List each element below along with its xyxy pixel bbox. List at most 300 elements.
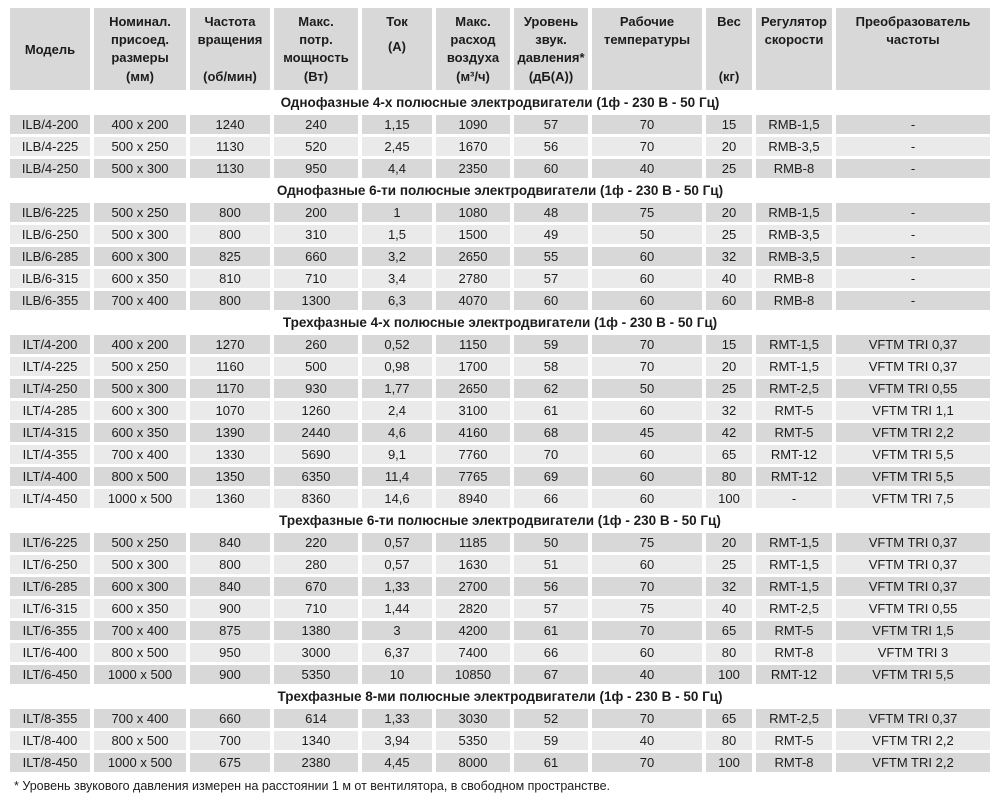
section-title: Однофазные 6-ти полюсные электродвигатели (1ф - 230 В - 50 Гц) (10, 181, 990, 200)
section-title: Однофазные 4-х полюсные электродвигатели (1ф - 230 В - 50 Гц) (10, 93, 990, 112)
cell-converter: - (836, 203, 990, 222)
table-row (10, 203, 990, 222)
cell-weight: 25 (706, 225, 752, 244)
header-label-line: потр. (299, 32, 333, 47)
cell-airflow: 1090 (436, 115, 510, 134)
table-row (10, 731, 990, 750)
column-header-current (362, 8, 432, 90)
cell-noise: 61 (514, 753, 588, 772)
cell-weight: 100 (706, 489, 752, 508)
column-header-weight (706, 8, 752, 90)
table-row (10, 401, 990, 420)
header-label-line: Частота (204, 14, 256, 29)
section-title: Трехфазные 8-ми полюсные электродвигатели (1ф - 230 В - 50 Гц) (10, 687, 990, 706)
header-label-line: давления* (517, 50, 585, 65)
cell-current: 3,4 (362, 269, 432, 288)
cell-temp: 70 (592, 709, 702, 728)
cell-converter: VFTM TRI 7,5 (836, 489, 990, 508)
cell-weight: 15 (706, 115, 752, 134)
cell-converter: - (836, 291, 990, 310)
cell-converter: VFTM TRI 3 (836, 643, 990, 662)
cell-airflow: 4200 (436, 621, 510, 640)
cell-model: ILT/8-355 (10, 709, 90, 728)
cell-current: 1,33 (362, 709, 432, 728)
cell-noise: 67 (514, 665, 588, 684)
cell-converter: VFTM TRI 0,37 (836, 709, 990, 728)
column-header-temp (592, 8, 702, 90)
cell-noise: 50 (514, 533, 588, 552)
section-title-row (10, 181, 990, 200)
header-unit: (м³/ч) (456, 69, 490, 84)
cell-temp: 70 (592, 577, 702, 596)
table-row (10, 599, 990, 618)
cell-dimensions: 600 x 350 (94, 599, 186, 618)
cell-regulator: RMT-12 (756, 467, 832, 486)
column-header-noise (514, 8, 588, 90)
header-unit: (дБ(А)) (528, 69, 574, 84)
cell-model: ILB/6-250 (10, 225, 90, 244)
table-row (10, 467, 990, 486)
cell-dimensions: 800 x 500 (94, 731, 186, 750)
cell-temp: 70 (592, 137, 702, 156)
cell-power: 6350 (274, 467, 358, 486)
table-row (10, 445, 990, 464)
cell-noise: 59 (514, 731, 588, 750)
cell-current: 3,94 (362, 731, 432, 750)
cell-regulator: RMT-5 (756, 731, 832, 750)
cell-weight: 65 (706, 621, 752, 640)
cell-current: 0,57 (362, 555, 432, 574)
cell-temp: 60 (592, 467, 702, 486)
cell-temp: 60 (592, 269, 702, 288)
cell-weight: 65 (706, 445, 752, 464)
cell-regulator: RMB-8 (756, 291, 832, 310)
cell-power: 1380 (274, 621, 358, 640)
cell-power: 660 (274, 247, 358, 266)
cell-model: ILT/4-285 (10, 401, 90, 420)
cell-airflow: 2350 (436, 159, 510, 178)
column-header-converter (836, 8, 990, 90)
cell-temp: 60 (592, 489, 702, 508)
cell-current: 4,6 (362, 423, 432, 442)
table-row (10, 159, 990, 178)
cell-noise: 59 (514, 335, 588, 354)
cell-temp: 40 (592, 731, 702, 750)
cell-dimensions: 600 x 350 (94, 269, 186, 288)
section-title-row (10, 313, 990, 332)
cell-current: 0,98 (362, 357, 432, 376)
header-label-line: вращения (197, 32, 263, 47)
column-header-power (274, 8, 358, 90)
cell-airflow: 5350 (436, 731, 510, 750)
cell-rpm: 1330 (190, 445, 270, 464)
cell-dimensions: 600 x 300 (94, 577, 186, 596)
cell-current: 9,1 (362, 445, 432, 464)
cell-dimensions: 500 x 250 (94, 137, 186, 156)
cell-current: 1,5 (362, 225, 432, 244)
cell-model: ILT/4-450 (10, 489, 90, 508)
cell-noise: 51 (514, 555, 588, 574)
cell-regulator: RMT-12 (756, 445, 832, 464)
table-row (10, 269, 990, 288)
cell-regulator: RMB-3,5 (756, 137, 832, 156)
table-row (10, 335, 990, 354)
cell-model: ILT/4-200 (10, 335, 90, 354)
cell-converter: VFTM TRI 0,55 (836, 379, 990, 398)
cell-temp: 75 (592, 203, 702, 222)
cell-current: 1,44 (362, 599, 432, 618)
section-title-row (10, 511, 990, 530)
cell-dimensions: 700 x 400 (94, 291, 186, 310)
cell-model: ILB/4-225 (10, 137, 90, 156)
column-header-airflow (436, 8, 510, 90)
cell-model: ILT/6-355 (10, 621, 90, 640)
cell-temp: 45 (592, 423, 702, 442)
cell-weight: 32 (706, 577, 752, 596)
header-label-line: Рабочие (619, 14, 675, 29)
cell-regulator: RMB-8 (756, 159, 832, 178)
cell-dimensions: 500 x 250 (94, 357, 186, 376)
cell-rpm: 800 (190, 225, 270, 244)
cell-dimensions: 1000 x 500 (94, 753, 186, 772)
cell-weight: 20 (706, 533, 752, 552)
cell-rpm: 700 (190, 731, 270, 750)
header-unit: (А) (387, 39, 407, 54)
cell-model: ILT/6-450 (10, 665, 90, 684)
cell-noise: 57 (514, 115, 588, 134)
cell-current: 1,15 (362, 115, 432, 134)
table-row (10, 225, 990, 244)
cell-dimensions: 800 x 500 (94, 467, 186, 486)
cell-converter: VFTM TRI 0,55 (836, 599, 990, 618)
footnote: * Уровень звукового давления измерен на расстоянии 1 м от вентилятора, в свободном пространстве. (14, 779, 611, 793)
cell-rpm: 1390 (190, 423, 270, 442)
header-label-line: Ток (386, 14, 408, 29)
cell-dimensions: 600 x 300 (94, 247, 186, 266)
cell-current: 1,33 (362, 577, 432, 596)
cell-converter: - (836, 269, 990, 288)
header-label-line: воздуха (446, 50, 500, 65)
cell-converter: - (836, 115, 990, 134)
cell-weight: 25 (706, 555, 752, 574)
cell-airflow: 1670 (436, 137, 510, 156)
cell-weight: 65 (706, 709, 752, 728)
cell-noise: 66 (514, 643, 588, 662)
cell-rpm: 1070 (190, 401, 270, 420)
section-title: Трехфазные 6-ти полюсные электродвигатели (1ф - 230 В - 50 Гц) (10, 511, 990, 530)
cell-airflow: 7400 (436, 643, 510, 662)
table-row (10, 621, 990, 640)
cell-rpm: 950 (190, 643, 270, 662)
cell-power: 710 (274, 599, 358, 618)
cell-rpm: 1360 (190, 489, 270, 508)
cell-power: 2380 (274, 753, 358, 772)
cell-airflow: 1630 (436, 555, 510, 574)
cell-converter: VFTM TRI 5,5 (836, 445, 990, 464)
header-unit: (Вт) (303, 69, 329, 84)
cell-current: 3 (362, 621, 432, 640)
cell-converter: VFTM TRI 0,37 (836, 555, 990, 574)
cell-regulator: RMT-1,5 (756, 555, 832, 574)
column-header-rpm (190, 8, 270, 90)
cell-rpm: 1170 (190, 379, 270, 398)
header-unit: (об/мин) (203, 69, 257, 84)
cell-rpm: 660 (190, 709, 270, 728)
cell-model: ILB/6-315 (10, 269, 90, 288)
cell-temp: 70 (592, 753, 702, 772)
cell-weight: 25 (706, 159, 752, 178)
cell-noise: 68 (514, 423, 588, 442)
cell-regulator: RMB-1,5 (756, 115, 832, 134)
cell-airflow: 1700 (436, 357, 510, 376)
section-title: Трехфазные 4-х полюсные электродвигатели (1ф - 230 В - 50 Гц) (10, 313, 990, 332)
cell-power: 5350 (274, 665, 358, 684)
table-row (10, 379, 990, 398)
table-row (10, 577, 990, 596)
cell-model: ILB/4-250 (10, 159, 90, 178)
cell-weight: 32 (706, 401, 752, 420)
cell-regulator: RMT-1,5 (756, 533, 832, 552)
header-label-line: скорости (764, 32, 824, 47)
cell-power: 2440 (274, 423, 358, 442)
cell-model: ILT/6-285 (10, 577, 90, 596)
column-header-dimensions (94, 8, 186, 90)
cell-airflow: 1500 (436, 225, 510, 244)
cell-airflow: 4160 (436, 423, 510, 442)
cell-current: 3,2 (362, 247, 432, 266)
cell-converter: VFTM TRI 0,37 (836, 335, 990, 354)
cell-model: ILT/4-400 (10, 467, 90, 486)
cell-model: ILT/4-315 (10, 423, 90, 442)
cell-airflow: 7760 (436, 445, 510, 464)
cell-model: ILT/6-250 (10, 555, 90, 574)
cell-regulator: RMT-5 (756, 621, 832, 640)
cell-airflow: 2650 (436, 379, 510, 398)
table-row (10, 137, 990, 156)
column-header-regulator (756, 8, 832, 90)
cell-power: 614 (274, 709, 358, 728)
table-row (10, 247, 990, 266)
cell-weight: 20 (706, 357, 752, 376)
cell-converter: - (836, 225, 990, 244)
cell-rpm: 900 (190, 665, 270, 684)
header-label-line: Уровень (523, 14, 579, 29)
cell-power: 260 (274, 335, 358, 354)
cell-dimensions: 1000 x 500 (94, 489, 186, 508)
cell-rpm: 800 (190, 203, 270, 222)
header-label-line: мощность (283, 50, 349, 65)
cell-weight: 80 (706, 467, 752, 486)
cell-power: 1260 (274, 401, 358, 420)
cell-dimensions: 600 x 300 (94, 401, 186, 420)
cell-airflow: 7765 (436, 467, 510, 486)
cell-weight: 100 (706, 665, 752, 684)
cell-dimensions: 500 x 300 (94, 379, 186, 398)
cell-temp: 70 (592, 357, 702, 376)
cell-converter: VFTM TRI 0,37 (836, 577, 990, 596)
cell-rpm: 1130 (190, 159, 270, 178)
header-unit: (кг) (718, 69, 740, 84)
spec-table (6, 5, 994, 775)
cell-converter: VFTM TRI 5,5 (836, 665, 990, 684)
cell-dimensions: 500 x 300 (94, 555, 186, 574)
cell-noise: 56 (514, 137, 588, 156)
cell-power: 1300 (274, 291, 358, 310)
cell-weight: 42 (706, 423, 752, 442)
cell-current: 10 (362, 665, 432, 684)
cell-noise: 60 (514, 291, 588, 310)
cell-converter: VFTM TRI 5,5 (836, 467, 990, 486)
cell-dimensions: 500 x 300 (94, 225, 186, 244)
cell-power: 8360 (274, 489, 358, 508)
cell-dimensions: 400 x 200 (94, 115, 186, 134)
cell-current: 2,45 (362, 137, 432, 156)
cell-regulator: RMB-8 (756, 269, 832, 288)
table-row (10, 709, 990, 728)
cell-converter: - (836, 137, 990, 156)
cell-dimensions: 700 x 400 (94, 621, 186, 640)
cell-airflow: 8940 (436, 489, 510, 508)
cell-converter: VFTM TRI 0,37 (836, 357, 990, 376)
header-label-line: Модель (24, 41, 76, 57)
cell-rpm: 810 (190, 269, 270, 288)
cell-weight: 80 (706, 643, 752, 662)
header-label-line: частоты (886, 32, 940, 47)
cell-converter: - (836, 159, 990, 178)
cell-noise: 57 (514, 269, 588, 288)
cell-current: 4,4 (362, 159, 432, 178)
cell-regulator: RMT-1,5 (756, 577, 832, 596)
cell-regulator: RMT-2,5 (756, 379, 832, 398)
cell-current: 2,4 (362, 401, 432, 420)
header-label-line: Вес (717, 14, 741, 29)
cell-noise: 61 (514, 401, 588, 420)
cell-regulator: RMT-2,5 (756, 599, 832, 618)
cell-model: ILB/6-225 (10, 203, 90, 222)
cell-temp: 50 (592, 225, 702, 244)
cell-dimensions: 600 x 350 (94, 423, 186, 442)
table-row (10, 423, 990, 442)
cell-model: ILT/4-355 (10, 445, 90, 464)
cell-noise: 52 (514, 709, 588, 728)
cell-model: ILT/6-400 (10, 643, 90, 662)
cell-noise: 57 (514, 599, 588, 618)
cell-regulator: - (756, 489, 832, 508)
cell-converter: VFTM TRI 2,2 (836, 731, 990, 750)
cell-dimensions: 400 x 200 (94, 335, 186, 354)
table-row (10, 533, 990, 552)
header-unit: (мм) (126, 69, 154, 84)
cell-temp: 60 (592, 247, 702, 266)
header-label-line: Регулятор (761, 14, 827, 29)
header-row (10, 8, 990, 90)
cell-weight: 80 (706, 731, 752, 750)
cell-temp: 60 (592, 643, 702, 662)
cell-weight: 40 (706, 599, 752, 618)
cell-power: 670 (274, 577, 358, 596)
cell-rpm: 800 (190, 555, 270, 574)
cell-power: 5690 (274, 445, 358, 464)
cell-model: ILT/8-450 (10, 753, 90, 772)
header-label-line: Преобразователь (855, 14, 971, 29)
cell-rpm: 1240 (190, 115, 270, 134)
header-label-line: Номинал. (109, 14, 171, 29)
cell-model: ILT/6-225 (10, 533, 90, 552)
table-row (10, 115, 990, 134)
cell-airflow: 2650 (436, 247, 510, 266)
cell-rpm: 1130 (190, 137, 270, 156)
cell-power: 710 (274, 269, 358, 288)
cell-converter: VFTM TRI 1,5 (836, 621, 990, 640)
cell-rpm: 1160 (190, 357, 270, 376)
cell-noise: 60 (514, 159, 588, 178)
cell-model: ILB/6-355 (10, 291, 90, 310)
cell-temp: 50 (592, 379, 702, 398)
cell-temp: 60 (592, 555, 702, 574)
table-row (10, 489, 990, 508)
cell-airflow: 2700 (436, 577, 510, 596)
cell-airflow: 8000 (436, 753, 510, 772)
table-row (10, 665, 990, 684)
cell-regulator: RMB-3,5 (756, 247, 832, 266)
cell-rpm: 840 (190, 577, 270, 596)
cell-airflow: 4070 (436, 291, 510, 310)
cell-weight: 20 (706, 203, 752, 222)
cell-current: 6,3 (362, 291, 432, 310)
table-row (10, 643, 990, 662)
cell-current: 6,37 (362, 643, 432, 662)
cell-power: 220 (274, 533, 358, 552)
cell-airflow: 3030 (436, 709, 510, 728)
table-row (10, 357, 990, 376)
cell-airflow: 2820 (436, 599, 510, 618)
cell-model: ILT/6-315 (10, 599, 90, 618)
cell-noise: 58 (514, 357, 588, 376)
table-row (10, 753, 990, 772)
cell-weight: 60 (706, 291, 752, 310)
cell-temp: 60 (592, 401, 702, 420)
column-header-model (10, 8, 90, 90)
cell-rpm: 800 (190, 291, 270, 310)
cell-regulator: RMT-12 (756, 665, 832, 684)
cell-current: 0,57 (362, 533, 432, 552)
cell-model: ILB/4-200 (10, 115, 90, 134)
header-label-line: звук. (535, 32, 567, 47)
cell-converter: VFTM TRI 2,2 (836, 753, 990, 772)
cell-converter: - (836, 247, 990, 266)
cell-regulator: RMT-1,5 (756, 357, 832, 376)
cell-temp: 70 (592, 621, 702, 640)
cell-power: 280 (274, 555, 358, 574)
cell-power: 200 (274, 203, 358, 222)
cell-regulator: RMB-3,5 (756, 225, 832, 244)
cell-current: 0,52 (362, 335, 432, 354)
table-row (10, 291, 990, 310)
cell-dimensions: 500 x 250 (94, 203, 186, 222)
cell-model: ILT/8-400 (10, 731, 90, 750)
cell-weight: 40 (706, 269, 752, 288)
cell-power: 500 (274, 357, 358, 376)
cell-power: 1340 (274, 731, 358, 750)
cell-power: 950 (274, 159, 358, 178)
cell-temp: 70 (592, 115, 702, 134)
header-label-line: размеры (111, 50, 169, 65)
header-label-line: присоед. (110, 32, 170, 47)
cell-temp: 75 (592, 533, 702, 552)
header-label-line: расход (450, 32, 496, 47)
cell-dimensions: 500 x 300 (94, 159, 186, 178)
cell-temp: 70 (592, 335, 702, 354)
